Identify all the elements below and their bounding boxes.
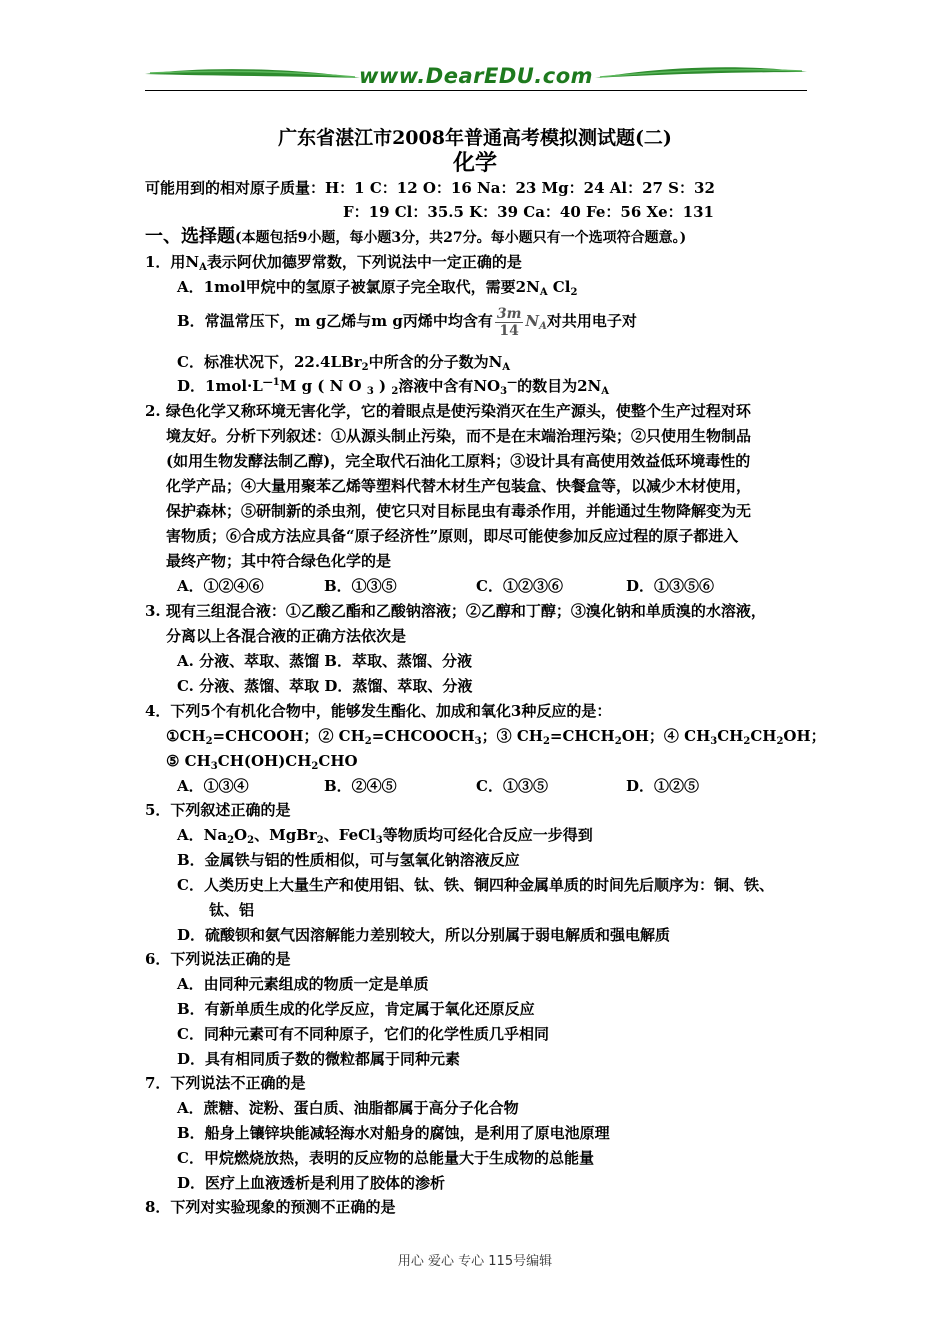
site-header: [145, 62, 807, 94]
q2-line-7: 最终产物；其中符合绿色化学的是: [166, 552, 392, 570]
atomic-masses-line-1: 可能用到的相对原子质量：H：1 C：12 O：16 Na：23 Mg：24 Al：27 S：32: [145, 179, 715, 197]
q2-line-1: 2. 绿色化学又称环境无害化学，它的着眼点是使污染消灭在生产源头，使整个生产过程对环: [145, 402, 751, 420]
q1-option-a: A．1mol甲烷中的氢原子被氯原子完全取代，需要$2N_A$ $Cl_2$: [177, 278, 578, 298]
q4-stem: 4．下列5个有机化合物中，能够发生酯化、加成和氧化3种反应的是：: [145, 702, 612, 720]
q3-line-2: 分离以上各混合液的正确方法依次是: [166, 627, 407, 645]
site-brand: www.DearEDU.com: [358, 64, 594, 88]
q2-line-5: 保护森林；⑤研制新的杀虫剂，使它只对目标昆虫有毒杀作用，并能通过生物降解变为无: [166, 502, 752, 520]
q2-line-4: 化学产品；④大量用聚苯乙烯等塑料代替木材生产包装盒、快餐盒等，以减少木材使用，: [166, 477, 752, 495]
q2-line-3: (如用生物发酵法制乙醇)，完全取代石油化工原料；③设计具有高使用效益低环境毒性的: [166, 452, 751, 470]
exam-title: 广东省湛江市2008年普通高考模拟测试题(二): [278, 127, 672, 149]
q7-option-b: B．船身上镶锌块能减轻海水对船身的腐蚀，是利用了原电池原理: [177, 1124, 610, 1142]
q2-option-a: A．①②④⑥: [177, 577, 264, 595]
q1-option-b: B．常温常压下，m g乙烯与m g丙烯中均含有 $\frac{3m}{14}$ $N_A$对共用电子对: [177, 305, 637, 339]
header-rule: [145, 90, 807, 91]
q7-stem: 7．下列说法不正确的是: [145, 1074, 306, 1092]
q2-line-6: 害物质；⑥合成方法应具备“原子经济性”原则，即尽可能使参加反应过程的原子都进入: [166, 527, 739, 545]
atomic-masses-line-2: F：19 Cl：35.5 K：39 Ca：40 Fe：56 Xe：131: [343, 203, 714, 221]
q3-options-cd: C. 分液、蒸馏、萃取 D．蒸馏、萃取、分液: [177, 677, 473, 695]
q2-option-d: D．①③⑤⑥: [626, 577, 715, 595]
q1-stem: 1．用$N_A$表示阿伏加德罗常数，下列说法中一定正确的是: [145, 253, 522, 273]
q4-option-a: A．①③④: [177, 777, 249, 795]
section-note: (本题包括9小题，每小题3分，共27分。每小题只有一个选项符合题意。): [235, 230, 687, 246]
q5-option-c-line-2: 钛、铝: [209, 901, 255, 919]
q6-option-d: D．具有相同质子数的微粒都属于同种元素: [177, 1050, 461, 1068]
q5-stem: 5．下列叙述正确的是: [145, 801, 291, 819]
fraction-3m-over-14: $\frac{3m}{14}$: [496, 305, 522, 339]
q5-option-d: D．硫酸钡和氨气因溶解能力差别较大，所以分别属于弱电解质和强电解质: [177, 926, 671, 944]
q8-stem: 8．下列对实验现象的预测不正确的是: [145, 1198, 396, 1216]
q7-option-a: A．蔗糖、淀粉、蛋白质、油脂都属于高分子化合物: [177, 1099, 519, 1117]
q5-option-c-line-1: C．人类历史上大量生产和使用铝、钛、铁、铜四种金属单质的时间先后顺序为：铜、铁、: [177, 876, 774, 894]
section-heading: [145, 227, 686, 248]
q1-option-c: C．标准状况下，22.4LBr$_2$中所含的分子数为$N_A$: [177, 353, 511, 373]
exam-subject: 化学: [452, 150, 497, 176]
q5-option-b: B．金属铁与铝的性质相似，可与氢氧化钠溶液反应: [177, 851, 520, 869]
q2-line-2: 境友好。分析下列叙述：①从源头制止污染，而不是在末端治理污染；②只使用生物制品: [166, 427, 752, 445]
page-footer: 用心 爱心 专心 115号编辑: [397, 1254, 553, 1269]
section-title: 一、选择题: [145, 226, 235, 247]
q7-option-d: D．医疗上血液透析是利用了胶体的渗析: [177, 1174, 446, 1192]
q2-option-b: B．①③⑤: [324, 577, 397, 595]
q4-option-c: C．①③⑤: [476, 777, 548, 795]
q5-option-a: A．$Na_2O_2$、MgBr$_2$、FeCl$_3$等物质均可经化合反应一步得到: [177, 826, 593, 846]
q4-option-d: D．①②⑤: [626, 777, 700, 795]
q1-option-d: D．$1mol\cdot L^{—1}M$ g ( N O $_3$ ) $_2$溶液中含有$NO_3^—$的数目为$2N_A$: [177, 377, 609, 397]
q4-compounds-line-1: $①CH_2=CHCOOH$；② $CH_2=CHCOOCH_3$；③ $CH_2=CHCH_2OH$；④ $CH_3CH_2CH_2OH$；: [166, 727, 826, 747]
q4-compounds-line-2: ⑤ $CH_3CH(OH)CH_2CHO$: [166, 752, 358, 772]
q7-option-c: C．甲烷燃烧放热，表明的反应物的总能量大于生成物的总能量: [177, 1149, 594, 1167]
q6-option-a: A．由同种元素组成的物质一定是单质: [177, 975, 429, 993]
q6-stem: 6．下列说法正确的是: [145, 950, 291, 968]
q6-option-b: B．有新单质生成的化学反应，肯定属于氧化还原反应: [177, 1000, 535, 1018]
q6-option-c: C．同种元素可有不同种原子，它们的化学性质几乎相同: [177, 1025, 549, 1043]
q2-option-c: C．①②③⑥: [476, 577, 563, 595]
q3-options-ab: A. 分液、萃取、蒸馏 B．萃取、蒸馏、分液: [177, 652, 472, 670]
q4-option-b: B．②④⑤: [324, 777, 397, 795]
q3-line-1: 3. 现有三组混合液：①乙酸乙酯和乙酸钠溶液；②乙醇和丁醇；③溴化钠和单质溴的水溶液，: [145, 602, 766, 620]
